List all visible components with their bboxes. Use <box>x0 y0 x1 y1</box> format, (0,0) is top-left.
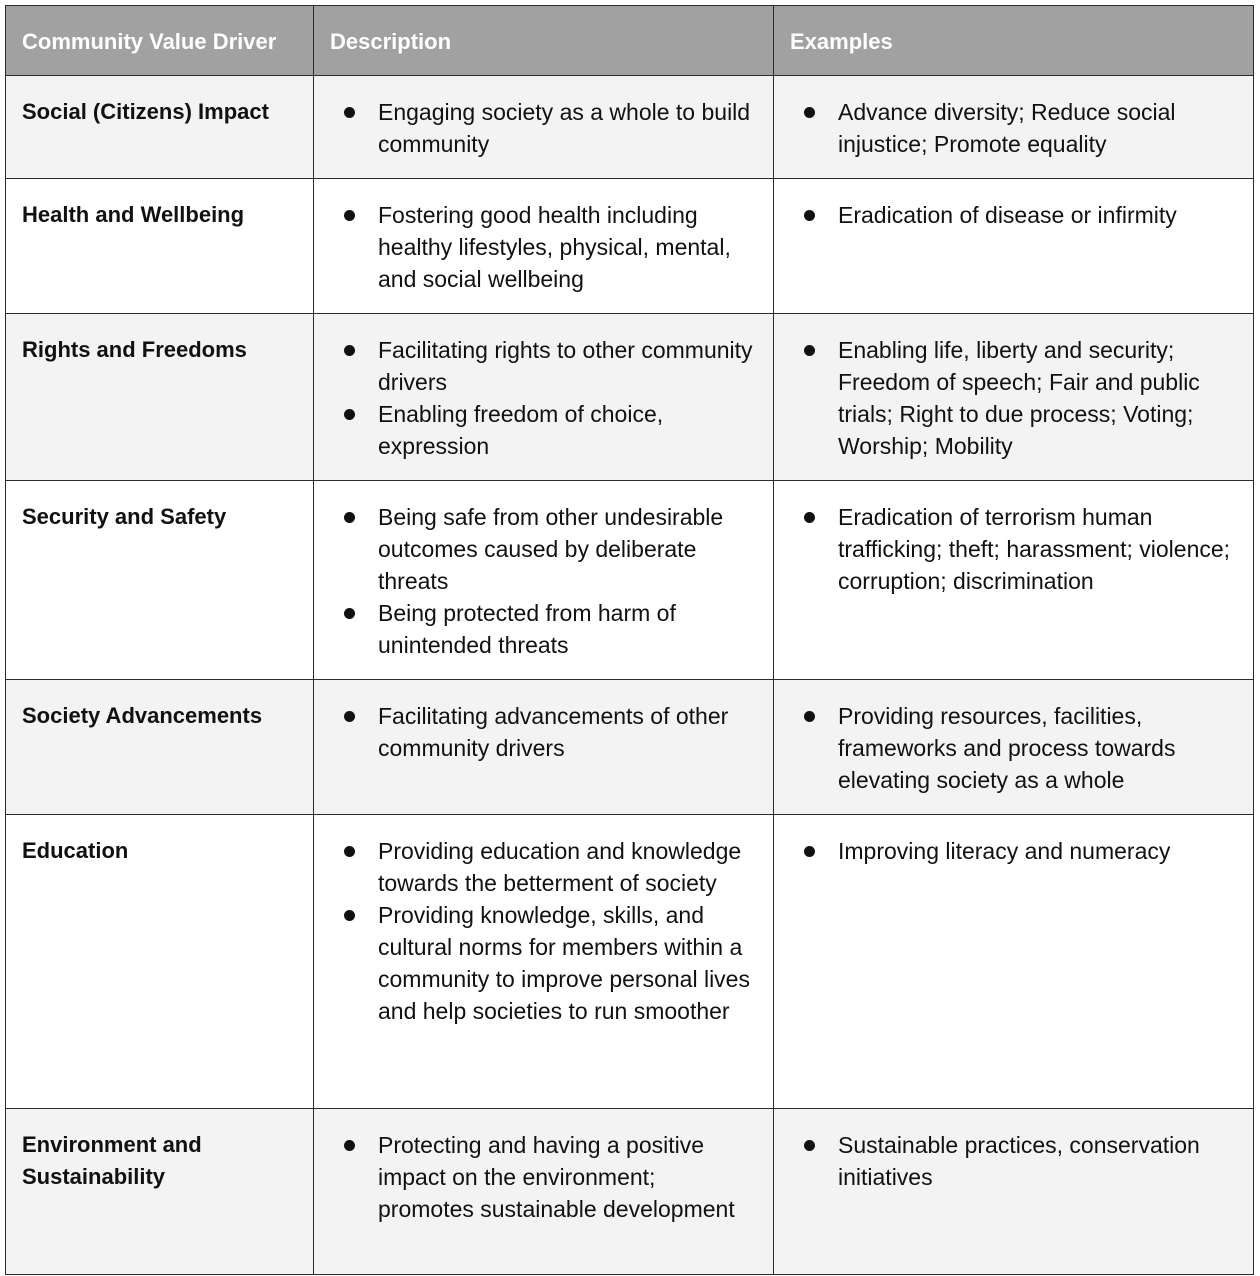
description-item: Enabling freedom of choice, expression <box>330 398 757 462</box>
bullet-icon <box>804 846 815 857</box>
examples-cell <box>774 179 1254 314</box>
driver-cell: Environment and Sustainability <box>6 1109 314 1275</box>
description-item: Facilitating advancements of other community drivers <box>330 700 757 764</box>
header-driver: Community Value Driver <box>6 6 314 76</box>
table-row <box>6 1109 1254 1275</box>
description-item: Being protected from harm of unintended threats <box>330 597 757 661</box>
driver-cell: Society Advancements <box>6 680 314 815</box>
examples-item: Advance diversity; Reduce social injustice; Promote equality <box>790 96 1237 160</box>
community-value-driver-table <box>5 5 1254 1275</box>
bullet-icon <box>344 608 355 619</box>
examples-item: Eradication of terrorism human trafficking; theft; harassment; violence; corruption; discrimination <box>790 501 1237 597</box>
description-item: Protecting and having a positive impact on the environment; promotes sustainable development <box>330 1129 757 1225</box>
bullet-icon <box>344 409 355 420</box>
driver-cell: Security and Safety <box>6 481 314 680</box>
bullet-icon <box>344 107 355 118</box>
examples-item: Enabling life, liberty and security; Freedom of speech; Fair and public trials; Right to due process; Voting; Worship; Mobility <box>790 334 1237 462</box>
bullet-icon <box>344 711 355 722</box>
bullet-icon <box>804 345 815 356</box>
table-row <box>6 481 1254 680</box>
examples-item: Improving literacy and numeracy <box>790 835 1237 867</box>
header-examples: Examples <box>774 6 1254 76</box>
examples-cell <box>774 680 1254 815</box>
bullet-icon <box>344 345 355 356</box>
description-item: Engaging society as a whole to build community <box>330 96 757 160</box>
examples-item: Sustainable practices, conservation initiatives <box>790 1129 1237 1193</box>
description-item: Facilitating rights to other community drivers <box>330 334 757 398</box>
description-cell <box>314 314 774 481</box>
description-item: Being safe from other undesirable outcomes caused by deliberate threats <box>330 501 757 597</box>
header-row <box>6 6 1254 76</box>
description-cell <box>314 680 774 815</box>
driver-cell: Health and Wellbeing <box>6 179 314 314</box>
description-cell <box>314 179 774 314</box>
bullet-icon <box>804 210 815 221</box>
description-cell <box>314 815 774 1109</box>
description-cell <box>314 76 774 179</box>
driver-cell: Social (Citizens) Impact <box>6 76 314 179</box>
examples-cell <box>774 1109 1254 1275</box>
bullet-icon <box>344 910 355 921</box>
bullet-icon <box>344 512 355 523</box>
examples-cell <box>774 76 1254 179</box>
examples-cell <box>774 481 1254 680</box>
table-row <box>6 815 1254 1109</box>
driver-cell: Rights and Freedoms <box>6 314 314 481</box>
bullet-icon <box>344 846 355 857</box>
description-item: Providing education and knowledge towards the betterment of society <box>330 835 757 899</box>
examples-item: Providing resources, facilities, frameworks and process towards elevating society as a whole <box>790 700 1237 796</box>
table-row <box>6 314 1254 481</box>
table-row <box>6 680 1254 815</box>
examples-cell <box>774 815 1254 1109</box>
header-description: Description <box>314 6 774 76</box>
driver-cell: Education <box>6 815 314 1109</box>
description-cell <box>314 481 774 680</box>
description-item: Fostering good health including healthy lifestyles, physical, mental, and social wellbeing <box>330 199 757 295</box>
bullet-icon <box>804 711 815 722</box>
bullet-icon <box>804 512 815 523</box>
bullet-icon <box>804 107 815 118</box>
description-cell <box>314 1109 774 1275</box>
examples-item: Eradication of disease or infirmity <box>790 199 1237 231</box>
bullet-icon <box>344 1140 355 1151</box>
table-row <box>6 76 1254 179</box>
bullet-icon <box>344 210 355 221</box>
table-row <box>6 179 1254 314</box>
description-item: Providing knowledge, skills, and cultural norms for members within a community to improve personal lives and help societies to run smoother <box>330 899 757 1027</box>
bullet-icon <box>804 1140 815 1151</box>
examples-cell <box>774 314 1254 481</box>
